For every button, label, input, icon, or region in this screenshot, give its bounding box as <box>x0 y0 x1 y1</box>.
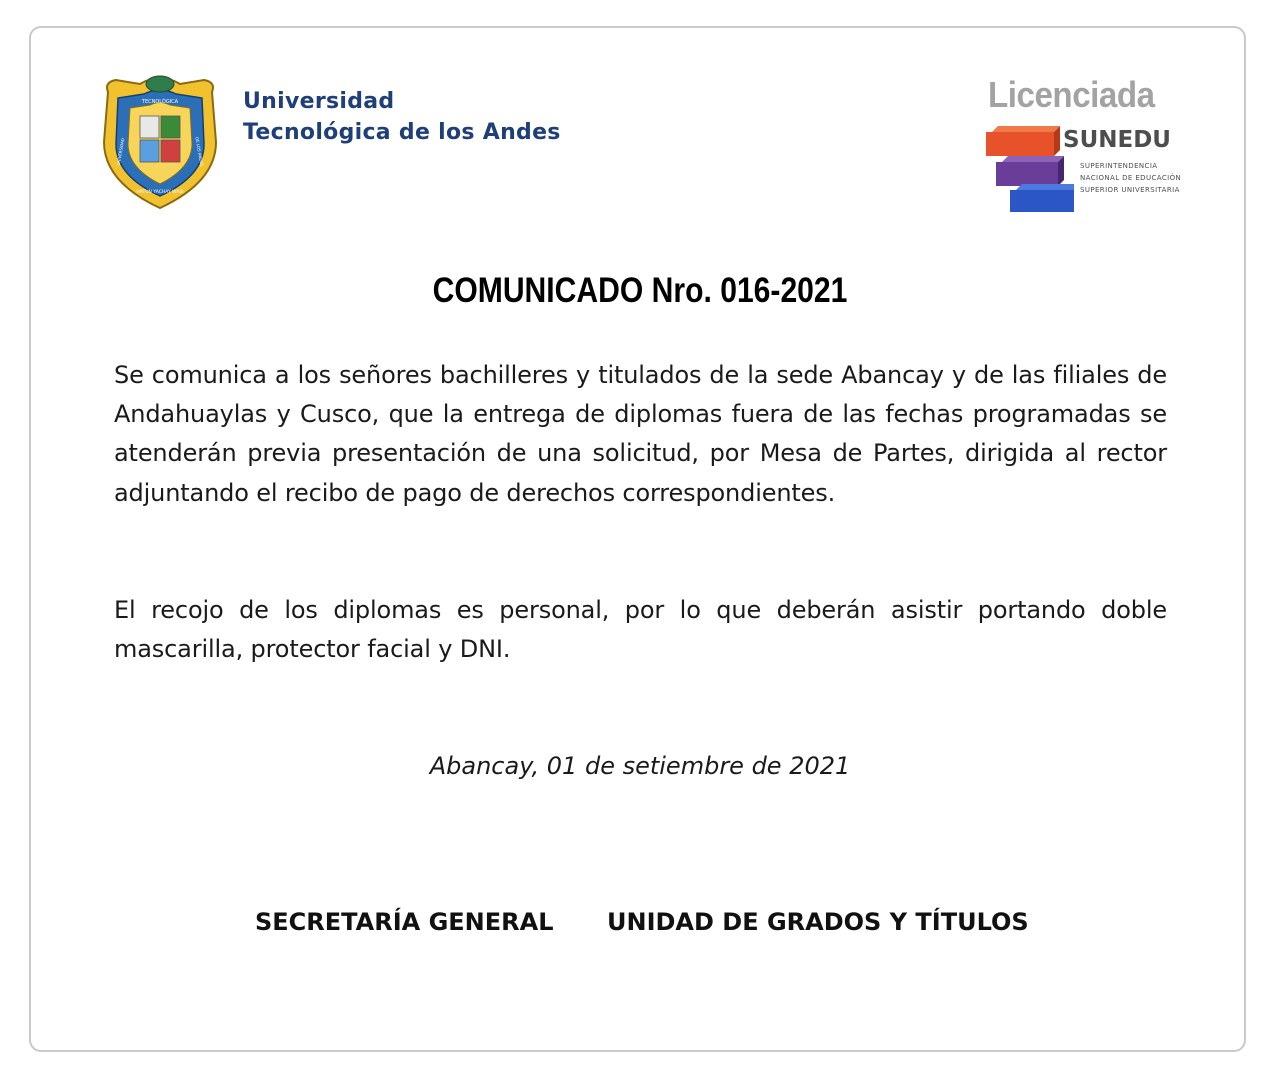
signature-unidad-grados-titulos: UNIDAD DE GRADOS Y TÍTULOS <box>607 908 1029 936</box>
sunedu-subtitle-line1: SUPERINTENDENCIA <box>1080 162 1158 170</box>
university-name-line1: Universidad <box>243 89 395 114</box>
seal-text-top: TECNOLÓGICA <box>141 99 179 105</box>
sunedu-subtitle-line3: SUPERIOR UNIVERSITARIA <box>1080 186 1180 194</box>
university-seal-logo <box>100 72 220 212</box>
sunedu-logo-mark <box>982 122 1074 214</box>
seal-text-bottom: HATUN YACHAY WASI <box>136 190 184 195</box>
body-paragraph-1: Se comunica a los señores bachilleres y titulados de la sede Abancay y de las filiales de Andahuaylas y Cusco, que la entrega de diplomas fuera de las fechas programadas se atenderán previa presentación de una solicitud, por Mesa de Partes, dirigida al rector adjuntando el recibo de pago de derechos correspondientes. <box>114 361 1167 507</box>
document-title: COMUNICADO Nro. 016-2021 <box>432 271 848 310</box>
seal-text-left: UNIVERSIDAD <box>115 137 126 166</box>
sunedu-name: SUNEDU <box>1063 127 1171 153</box>
sunedu-subtitle <box>1080 160 1181 196</box>
date-line: Abancay, 01 de setiembre de 2021 <box>429 752 851 780</box>
university-name-line2: Tecnológica de los Andes <box>243 120 561 145</box>
seal-text-right: DE LOS ANDES <box>194 136 205 167</box>
licensed-label: Licenciada <box>988 74 1155 115</box>
university-name <box>243 86 561 148</box>
body-paragraph-2: El recojo de los diplomas es personal, por lo que deberán asistir portando doble mascarilla, protector facial y DNI. <box>114 596 1167 664</box>
signature-secretaria-general: SECRETARÍA GENERAL <box>255 908 554 936</box>
sunedu-subtitle-line2: NACIONAL DE EDUCACIÓN <box>1080 174 1182 182</box>
